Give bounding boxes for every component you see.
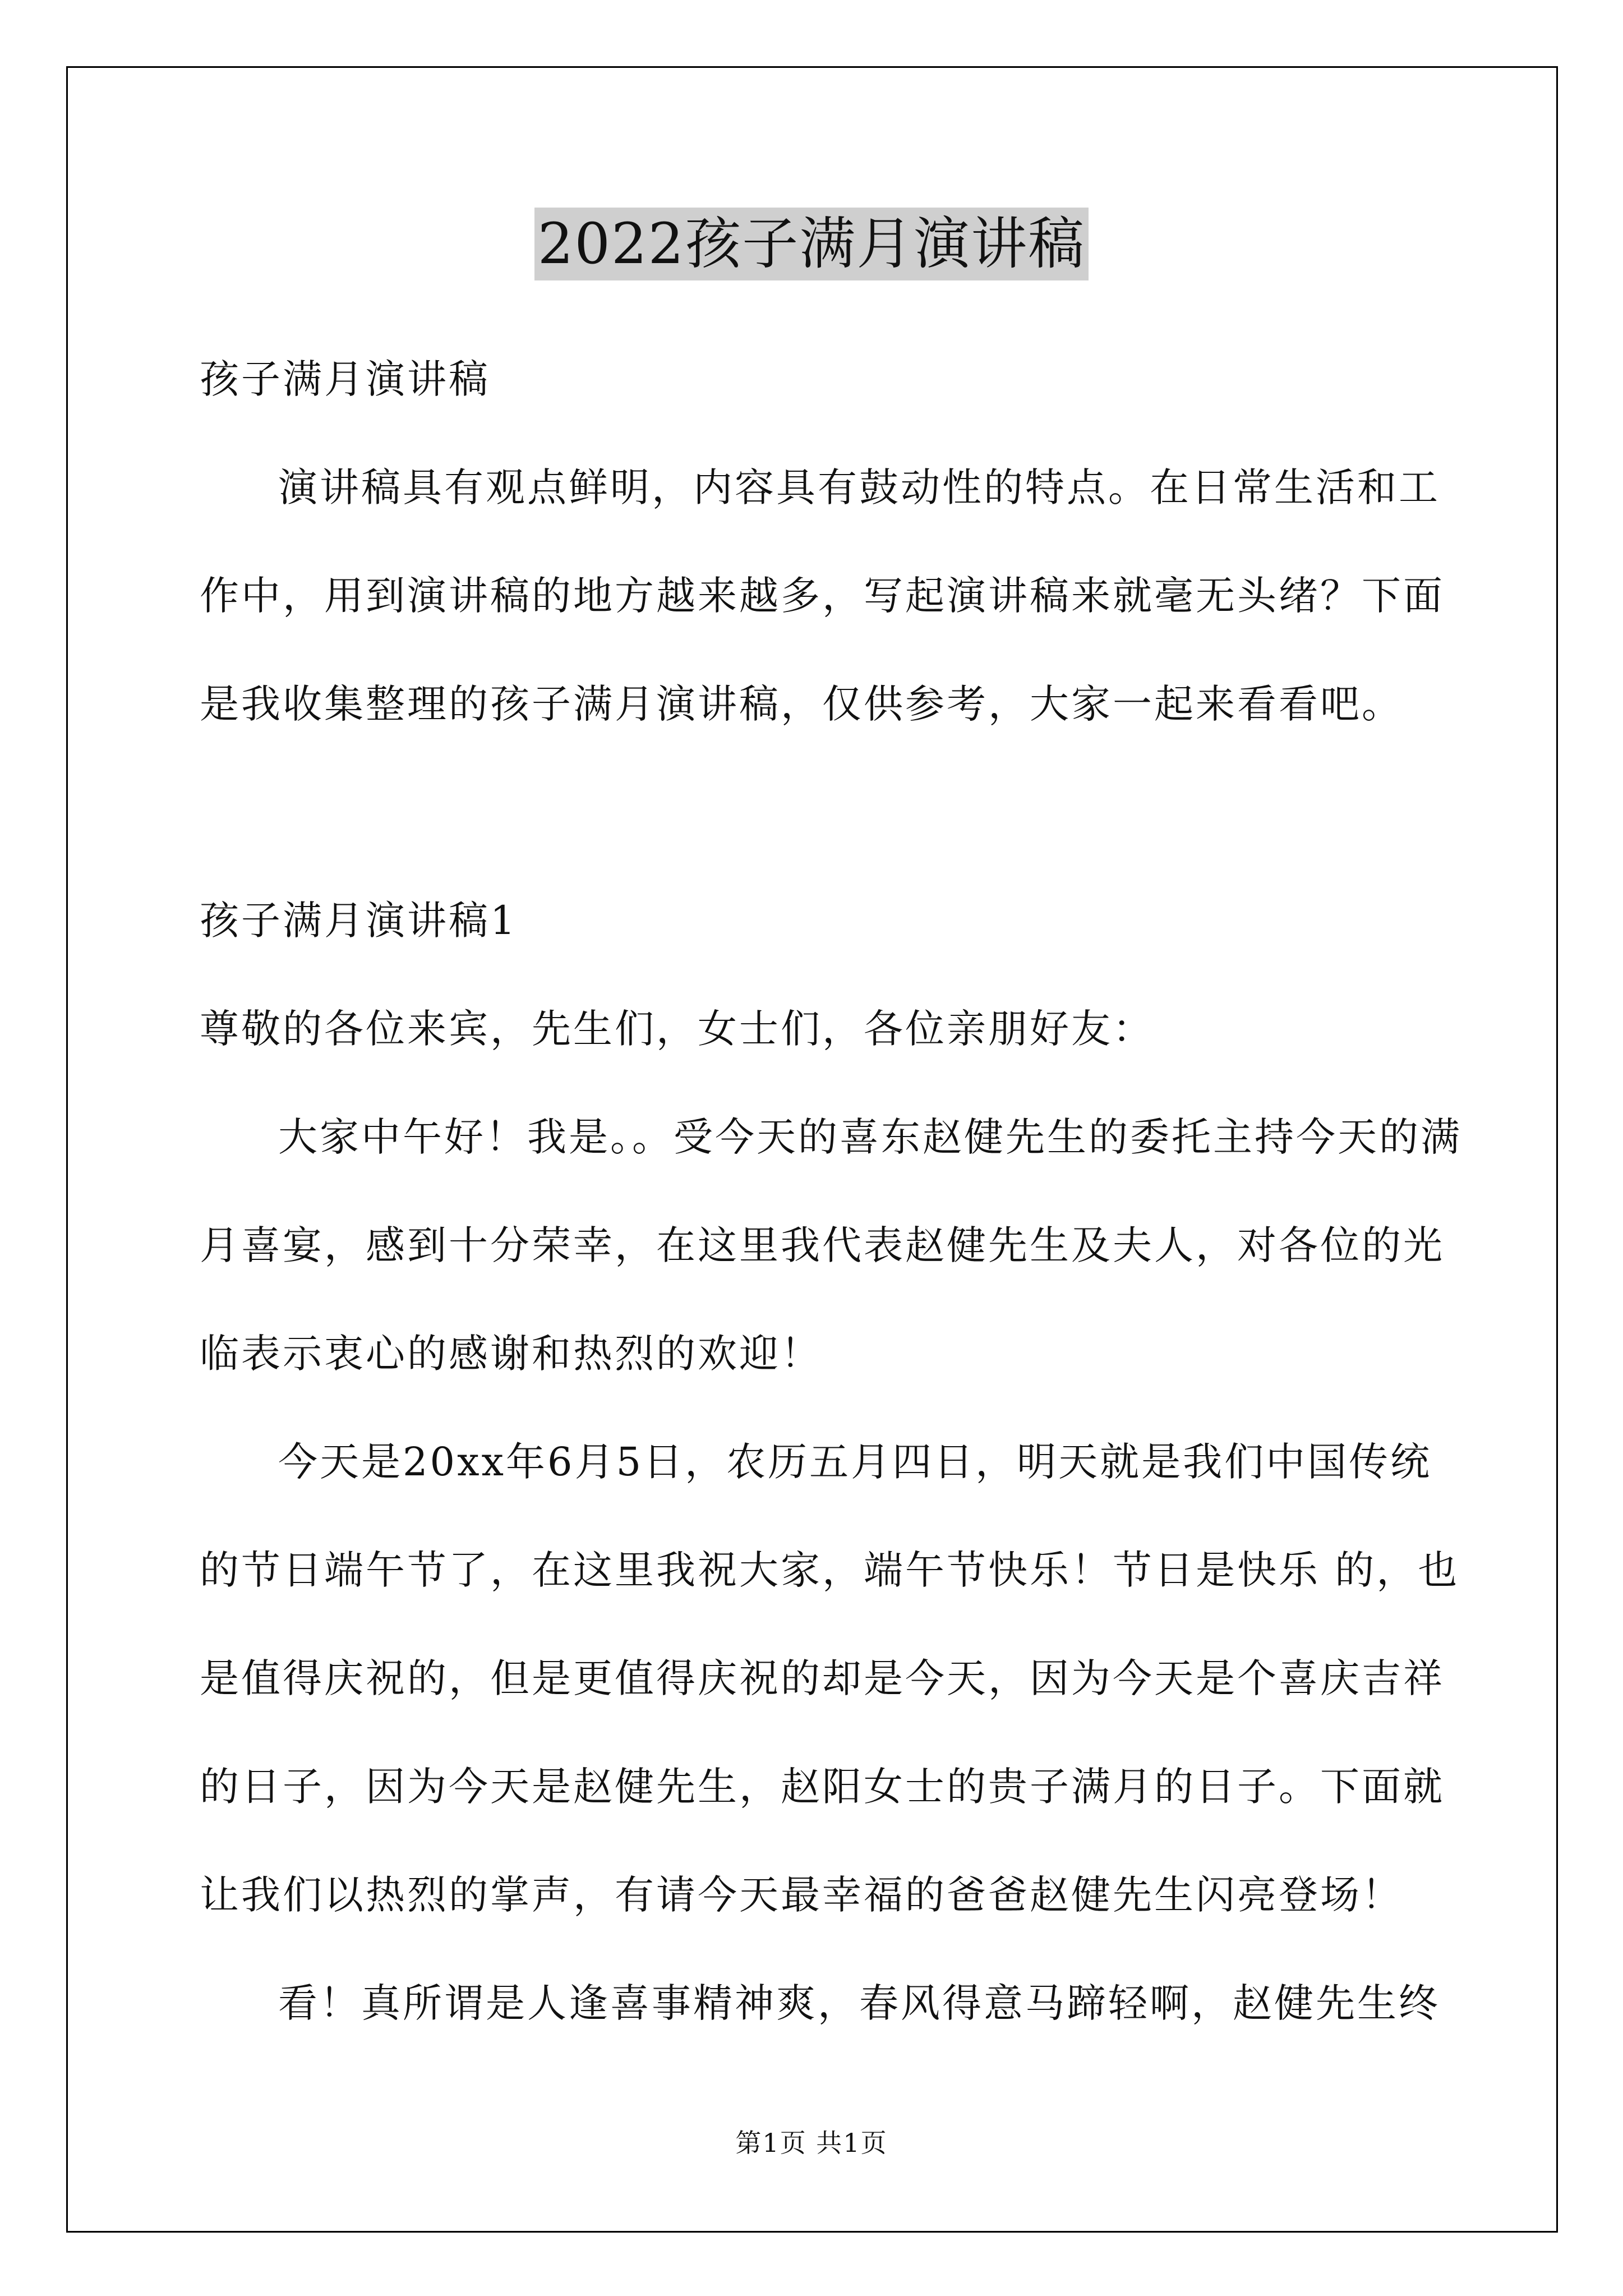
intro-line: 是我收集整理的孩子满月演讲稿，仅供参考，大家一起来看看吧。 — [200, 681, 1403, 727]
page-number: 第1页 共1页 — [735, 2128, 888, 2158]
paragraph-line: 看！真所谓是人逢喜事精神爽，春风得意马蹄轻啊，赵健先生终 — [278, 1980, 1440, 2026]
title-container — [0, 208, 1623, 280]
blank-spacer — [200, 773, 1428, 881]
salutation: 尊敬的各位来宾，先生们，女士们，各位亲朋好友： — [200, 1006, 1154, 1052]
paragraph-line: 的日子，因为今天是赵健先生，赵阳女士的贵子满月的日子。下面就 — [200, 1764, 1445, 1810]
paragraph-line: 今天是20xx年6月5日，农历五月四日，明天就是我们中国传统 — [278, 1439, 1432, 1485]
paragraph-line: 大家中午好！我是。。受今天的喜东赵健先生的委托主持今天的满 — [278, 1114, 1462, 1160]
paragraph-line: 是值得庆祝的，但是更值得庆祝的却是今天，因为今天是个喜庆吉祥 — [200, 1655, 1445, 1701]
paragraph-line: 临表示衷心的感谢和热烈的欢迎！ — [200, 1331, 822, 1377]
document-body — [200, 340, 1462, 2072]
paragraph-line: 让我们以热烈的掌声，有请今天最幸福的爸爸赵健先生闪亮登场！ — [200, 1872, 1403, 1918]
paragraph-line: 的节日端午节了，在这里我祝大家，端午节快乐！节日是快乐 的，也 — [200, 1547, 1460, 1593]
intro-line: 作中，用到演讲稿的地方越来越多，写起演讲稿来就毫无头绪？下面 — [200, 573, 1445, 619]
intro-line: 演讲稿具有观点鲜明，内容具有鼓动性的特点。在日常生活和工 — [278, 464, 1440, 510]
intro-heading: 孩子满月演讲稿 — [200, 356, 490, 402]
section-heading: 孩子满月演讲稿1 — [200, 898, 518, 944]
document-title: 2022孩子满月演讲稿 — [534, 208, 1089, 280]
paragraph-line: 月喜宴，感到十分荣幸，在这里我代表赵健先生及夫人，对各位的光 — [200, 1222, 1445, 1268]
page-footer — [0, 2126, 1623, 2160]
